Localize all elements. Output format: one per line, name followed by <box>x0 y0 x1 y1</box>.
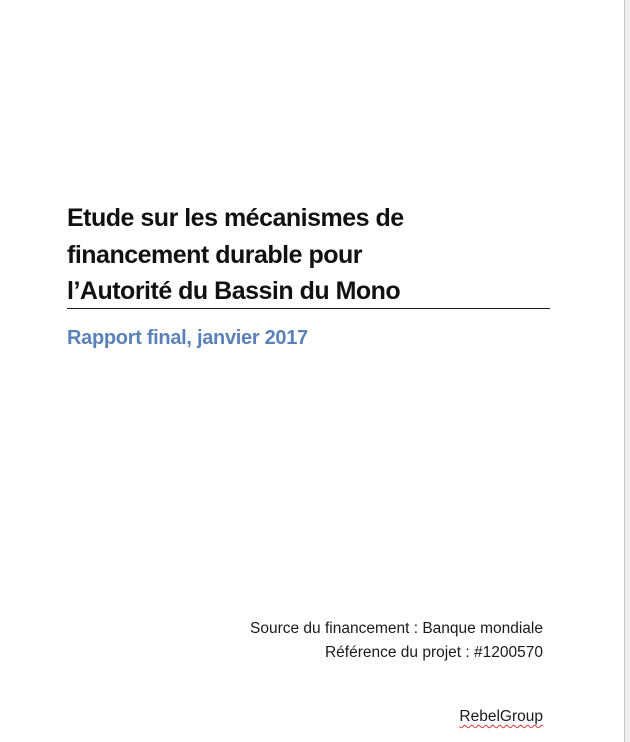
title-line-3: l’Autorité du Bassin du Mono <box>67 277 401 305</box>
workspace-background <box>625 0 630 742</box>
project-reference: Référence du projet : #1200570 <box>324 644 543 661</box>
document-metadata <box>250 617 543 665</box>
title-divider <box>67 308 550 309</box>
title-line-1: Etude sur les mécanismes de <box>67 204 404 232</box>
funding-source: Source du financement : Banque mondiale <box>250 620 543 637</box>
company-name: RebelGroup <box>459 708 543 725</box>
document-subtitle: Rapport final, janvier 2017 <box>67 327 308 349</box>
title-line-2: financement durable pour <box>67 240 362 269</box>
document-title <box>67 200 551 310</box>
